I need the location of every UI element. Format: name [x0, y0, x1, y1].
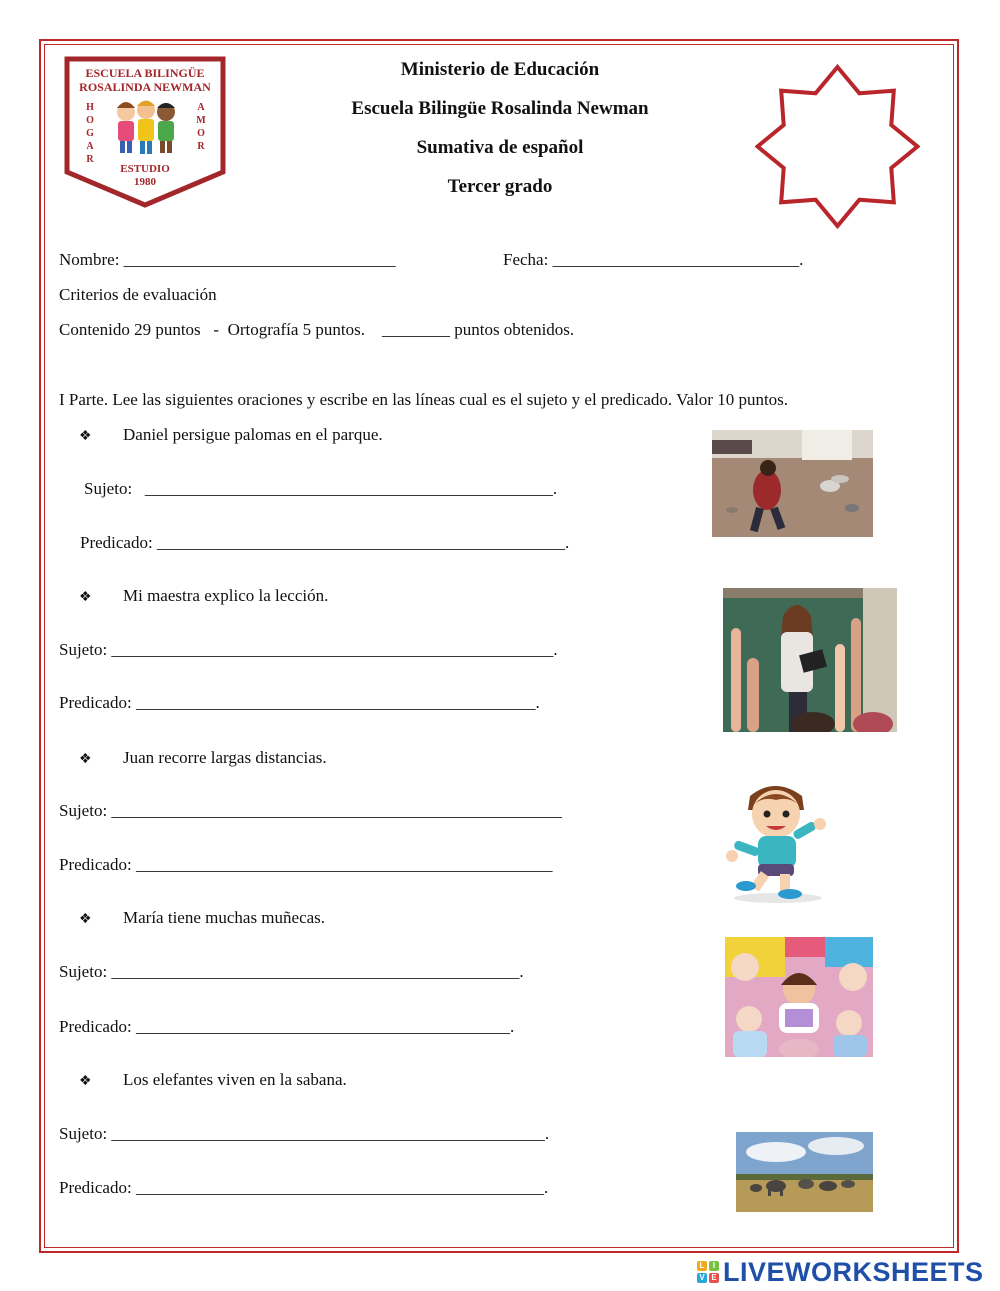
- predicate-line-4[interactable]: Predicado: ____________________________________________.: [59, 1017, 515, 1036]
- bullet-icon: ❖: [79, 912, 92, 927]
- svg-text:G: G: [86, 128, 94, 139]
- elephants-savanna-photo: [736, 1132, 873, 1212]
- subject-line-3[interactable]: Sujeto: _____________________________________________________: [59, 801, 562, 820]
- liveworksheets-logo[interactable]: [697, 1258, 984, 1286]
- bullet-icon: ❖: [79, 1074, 92, 1089]
- svg-text:A: A: [86, 141, 94, 152]
- svg-text:A: A: [197, 102, 205, 113]
- predicate-line-2[interactable]: Predicado: _______________________________________________.: [59, 693, 540, 712]
- scoring-line: Contenido 29 puntos - Ortografía 5 puntos. ________ puntos obtenidos.: [59, 320, 575, 339]
- svg-text:H: H: [86, 102, 94, 113]
- header-subject: Sumativa de español: [416, 137, 584, 158]
- sentence-4: María tiene muchas muñecas.: [123, 908, 326, 927]
- subject-line-5[interactable]: Sujeto: ___________________________________________________.: [59, 1124, 550, 1143]
- score-star-badge: [755, 63, 920, 230]
- criteria-label: Criterios de evaluación: [59, 285, 217, 304]
- subject-line-1[interactable]: Sujeto: ________________________________________________.: [84, 479, 558, 498]
- header-grade: Tercer grado: [447, 176, 553, 197]
- header-ministry: Ministerio de Educación: [400, 59, 600, 80]
- predicate-line-3[interactable]: Predicado: _________________________________________________: [59, 855, 553, 874]
- boy-chasing-pigeons-photo: [712, 430, 873, 537]
- teacher-classroom-photo: [723, 588, 897, 732]
- header-school: Escuela Bilingüe Rosalinda Newman: [351, 98, 649, 119]
- running-boy-cartoon: [700, 776, 830, 906]
- svg-text:O: O: [197, 128, 205, 139]
- bullet-icon: ❖: [79, 590, 92, 605]
- crest-year: 1980: [134, 176, 156, 188]
- subject-line-2[interactable]: Sujeto: ____________________________________________________.: [59, 640, 558, 659]
- bullet-icon: ❖: [79, 429, 92, 444]
- sentence-3: Juan recorre largas distancias.: [123, 748, 327, 767]
- subject-line-4[interactable]: Sujeto: ________________________________________________.: [59, 962, 524, 981]
- date-field-label[interactable]: Fecha: _____________________________.: [503, 250, 804, 269]
- liveworksheets-tiles-icon: L I V E: [697, 1261, 719, 1283]
- crest-name-line2: ROSALINDA NEWMAN: [79, 80, 211, 94]
- svg-text:O: O: [86, 115, 94, 126]
- predicate-line-5[interactable]: Predicado: ________________________________________________.: [59, 1178, 549, 1197]
- svg-text:M: M: [196, 115, 206, 126]
- part1-instructions: I Parte. Lee las siguientes oraciones y escribe en las líneas cual es el sujeto y el predicado. Valor 10 puntos.: [59, 390, 789, 409]
- sentence-2: Mi maestra explico la lección.: [123, 586, 329, 605]
- girl-with-dolls-photo: [725, 937, 873, 1057]
- crest-name-line1: ESCUELA BILINGÜE: [85, 66, 205, 80]
- bullet-icon: ❖: [79, 752, 92, 767]
- predicate-line-1[interactable]: Predicado: ________________________________________________.: [80, 533, 570, 552]
- svg-text:R: R: [86, 154, 94, 165]
- name-field-label[interactable]: Nombre: ________________________________: [59, 250, 396, 269]
- sentence-1: Daniel persigue palomas en el parque.: [123, 425, 383, 444]
- liveworksheets-brand-text: LIVEWORKSHEETS: [723, 1256, 984, 1287]
- sentence-5: Los elefantes viven en la sabana.: [123, 1070, 347, 1089]
- svg-text:R: R: [197, 141, 205, 152]
- crest-motto: ESTUDIO: [120, 163, 170, 175]
